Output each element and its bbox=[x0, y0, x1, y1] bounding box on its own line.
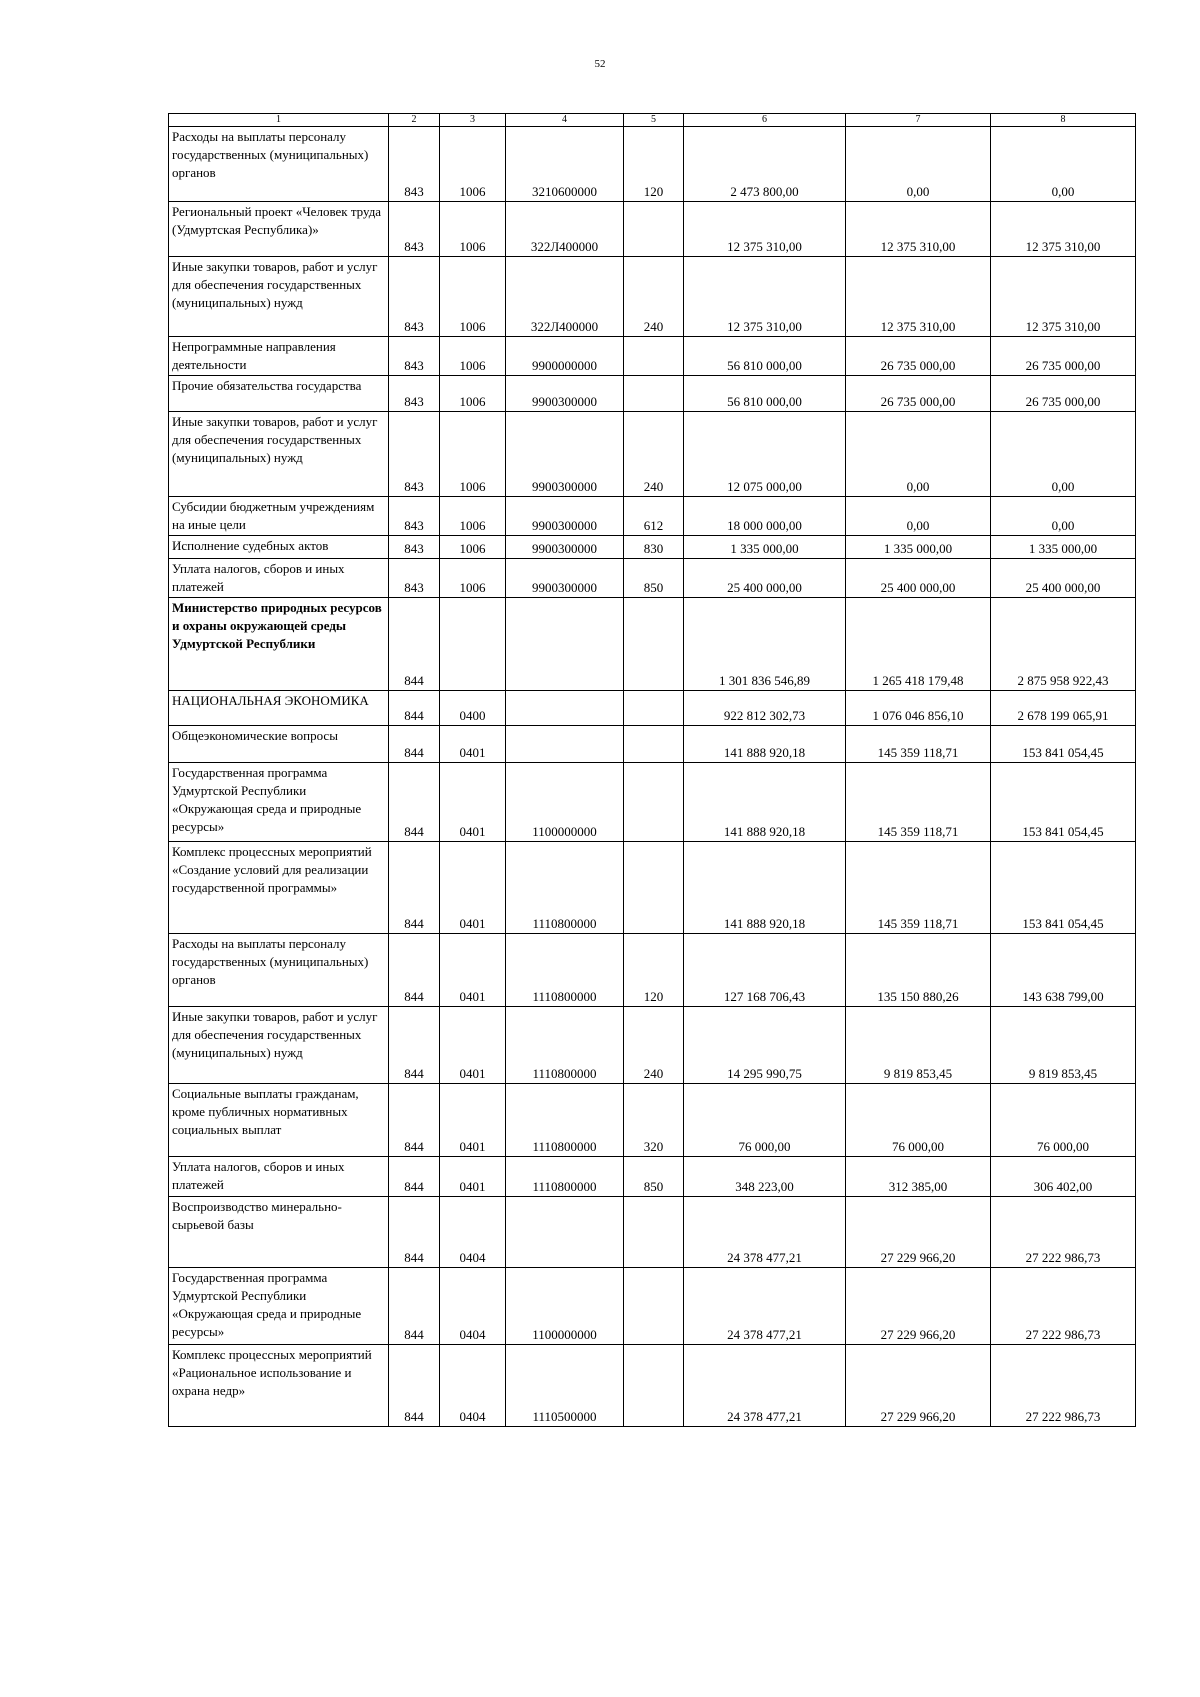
section-code-cell: 1006 bbox=[440, 536, 506, 559]
amount-col-8-cell: 9 819 853,45 bbox=[991, 1007, 1136, 1084]
row-name-cell: Государственная программа Удмуртской Республики «Окружающая среда и природные ресурсы» bbox=[169, 1268, 389, 1345]
section-code-cell: 0401 bbox=[440, 726, 506, 763]
amount-col-8-cell: 12 375 310,00 bbox=[991, 202, 1136, 257]
admin-code-cell: 844 bbox=[389, 1084, 440, 1157]
row-name-cell: Прочие обязательства государства bbox=[169, 376, 389, 412]
amount-col-8-cell: 27 222 986,73 bbox=[991, 1345, 1136, 1427]
amount-col-8-cell: 27 222 986,73 bbox=[991, 1268, 1136, 1345]
amount-col-6-cell: 56 810 000,00 bbox=[684, 337, 846, 376]
row-name-cell: Социальные выплаты гражданам, кроме публичных нормативных социальных выплат bbox=[169, 1084, 389, 1157]
amount-col-7-cell: 27 229 966,20 bbox=[846, 1345, 991, 1427]
admin-code-cell: 843 bbox=[389, 412, 440, 497]
table-body bbox=[169, 127, 1136, 1427]
expense-type-cell bbox=[624, 1268, 684, 1345]
section-code-cell: 1006 bbox=[440, 127, 506, 202]
amount-col-6-cell: 24 378 477,21 bbox=[684, 1268, 846, 1345]
amount-col-7-cell: 9 819 853,45 bbox=[846, 1007, 991, 1084]
target-article-cell: 9900300000 bbox=[506, 536, 624, 559]
amount-col-7-cell: 145 359 118,71 bbox=[846, 763, 991, 842]
target-article-cell bbox=[506, 691, 624, 726]
section-code-cell: 0401 bbox=[440, 1157, 506, 1197]
amount-col-8-cell: 306 402,00 bbox=[991, 1157, 1136, 1197]
admin-code-cell: 844 bbox=[389, 598, 440, 691]
admin-code-cell: 843 bbox=[389, 257, 440, 337]
amount-col-8-cell: 0,00 bbox=[991, 497, 1136, 536]
amount-col-8-cell: 153 841 054,45 bbox=[991, 842, 1136, 934]
admin-code-cell: 843 bbox=[389, 202, 440, 257]
admin-code-cell: 844 bbox=[389, 1345, 440, 1427]
amount-col-7-cell: 27 229 966,20 bbox=[846, 1197, 991, 1268]
expense-type-cell: 240 bbox=[624, 257, 684, 337]
expense-type-cell: 830 bbox=[624, 536, 684, 559]
amount-col-7-cell: 135 150 880,26 bbox=[846, 934, 991, 1007]
expense-type-cell bbox=[624, 691, 684, 726]
row-name-cell: Субсидии бюджетным учреждениям на иные цели bbox=[169, 497, 389, 536]
amount-col-8-cell: 2 875 958 922,43 bbox=[991, 598, 1136, 691]
budget-table bbox=[168, 113, 1136, 1427]
admin-code-cell: 844 bbox=[389, 1007, 440, 1084]
amount-col-7-cell: 12 375 310,00 bbox=[846, 202, 991, 257]
expense-type-cell: 612 bbox=[624, 497, 684, 536]
amount-col-6-cell: 922 812 302,73 bbox=[684, 691, 846, 726]
amount-col-6-cell: 12 075 000,00 bbox=[684, 412, 846, 497]
row-name-cell: Уплата налогов, сборов и иных платежей bbox=[169, 559, 389, 598]
target-article-cell: 1100000000 bbox=[506, 763, 624, 842]
table-row bbox=[169, 559, 1136, 598]
table-row bbox=[169, 1197, 1136, 1268]
expense-type-cell: 120 bbox=[624, 127, 684, 202]
section-code-cell: 1006 bbox=[440, 257, 506, 337]
section-code-cell: 0401 bbox=[440, 1007, 506, 1084]
admin-code-cell: 844 bbox=[389, 842, 440, 934]
amount-col-6-cell: 76 000,00 bbox=[684, 1084, 846, 1157]
table-row bbox=[169, 257, 1136, 337]
amount-col-7-cell: 27 229 966,20 bbox=[846, 1268, 991, 1345]
amount-col-6-cell: 141 888 920,18 bbox=[684, 726, 846, 763]
row-name-cell: Комплекс процессных мероприятий «Рациональное использование и охрана недр» bbox=[169, 1345, 389, 1427]
amount-col-7-cell: 26 735 000,00 bbox=[846, 337, 991, 376]
amount-col-6-cell: 127 168 706,43 bbox=[684, 934, 846, 1007]
amount-col-6-cell: 24 378 477,21 bbox=[684, 1197, 846, 1268]
admin-code-cell: 844 bbox=[389, 1157, 440, 1197]
admin-code-cell: 843 bbox=[389, 497, 440, 536]
amount-col-7-cell: 145 359 118,71 bbox=[846, 726, 991, 763]
section-code-cell: 1006 bbox=[440, 337, 506, 376]
table-row bbox=[169, 934, 1136, 1007]
amount-col-8-cell: 25 400 000,00 bbox=[991, 559, 1136, 598]
target-article-cell: 1110800000 bbox=[506, 1084, 624, 1157]
admin-code-cell: 843 bbox=[389, 376, 440, 412]
table-row bbox=[169, 842, 1136, 934]
target-article-cell: 1100000000 bbox=[506, 1268, 624, 1345]
column-header: 2 bbox=[389, 114, 440, 127]
section-code-cell: 0401 bbox=[440, 1084, 506, 1157]
amount-col-8-cell: 27 222 986,73 bbox=[991, 1197, 1136, 1268]
target-article-cell: 9900300000 bbox=[506, 412, 624, 497]
target-article-cell: 322Л400000 bbox=[506, 257, 624, 337]
column-header: 4 bbox=[506, 114, 624, 127]
amount-col-8-cell: 153 841 054,45 bbox=[991, 726, 1136, 763]
expense-type-cell: 320 bbox=[624, 1084, 684, 1157]
table-row bbox=[169, 1345, 1136, 1427]
target-article-cell bbox=[506, 598, 624, 691]
column-header: 7 bbox=[846, 114, 991, 127]
amount-col-6-cell: 18 000 000,00 bbox=[684, 497, 846, 536]
target-article-cell: 322Л400000 bbox=[506, 202, 624, 257]
amount-col-6-cell: 25 400 000,00 bbox=[684, 559, 846, 598]
target-article-cell: 9900300000 bbox=[506, 497, 624, 536]
expense-type-cell bbox=[624, 202, 684, 257]
admin-code-cell: 844 bbox=[389, 763, 440, 842]
amount-col-8-cell: 76 000,00 bbox=[991, 1084, 1136, 1157]
admin-code-cell: 843 bbox=[389, 127, 440, 202]
admin-code-cell: 844 bbox=[389, 726, 440, 763]
admin-code-cell: 844 bbox=[389, 691, 440, 726]
section-code-cell: 1006 bbox=[440, 376, 506, 412]
row-name-cell: Расходы на выплаты персоналу государственных (муниципальных) органов bbox=[169, 934, 389, 1007]
amount-col-7-cell: 145 359 118,71 bbox=[846, 842, 991, 934]
column-header: 8 bbox=[991, 114, 1136, 127]
target-article-cell: 1110800000 bbox=[506, 1157, 624, 1197]
amount-col-6-cell: 12 375 310,00 bbox=[684, 202, 846, 257]
row-name-cell: Комплекс процессных мероприятий «Создание условий для реализации государственной программы» bbox=[169, 842, 389, 934]
row-name-cell: Непрограммные направления деятельности bbox=[169, 337, 389, 376]
amount-col-8-cell: 26 735 000,00 bbox=[991, 376, 1136, 412]
expense-type-cell bbox=[624, 376, 684, 412]
target-article-cell bbox=[506, 1197, 624, 1268]
column-header: 1 bbox=[169, 114, 389, 127]
expense-type-cell bbox=[624, 763, 684, 842]
expense-type-cell: 850 bbox=[624, 559, 684, 598]
header-row bbox=[169, 114, 1136, 127]
target-article-cell: 9900300000 bbox=[506, 559, 624, 598]
table-row bbox=[169, 598, 1136, 691]
amount-col-6-cell: 1 335 000,00 bbox=[684, 536, 846, 559]
table-row bbox=[169, 1157, 1136, 1197]
amount-col-7-cell: 26 735 000,00 bbox=[846, 376, 991, 412]
amount-col-8-cell: 0,00 bbox=[991, 127, 1136, 202]
row-name-cell: Государственная программа Удмуртской Республики «Окружающая среда и природные ресурсы» bbox=[169, 763, 389, 842]
amount-col-7-cell: 25 400 000,00 bbox=[846, 559, 991, 598]
table-row bbox=[169, 202, 1136, 257]
table-row bbox=[169, 726, 1136, 763]
amount-col-8-cell: 12 375 310,00 bbox=[991, 257, 1136, 337]
admin-code-cell: 844 bbox=[389, 934, 440, 1007]
section-code-cell: 0400 bbox=[440, 691, 506, 726]
amount-col-6-cell: 348 223,00 bbox=[684, 1157, 846, 1197]
expense-type-cell: 850 bbox=[624, 1157, 684, 1197]
table-row bbox=[169, 1007, 1136, 1084]
table-row bbox=[169, 1268, 1136, 1345]
expense-type-cell bbox=[624, 726, 684, 763]
row-name-cell: Региональный проект «Человек труда (Удмуртская Республика)» bbox=[169, 202, 389, 257]
target-article-cell: 9900300000 bbox=[506, 376, 624, 412]
target-article-cell: 1110800000 bbox=[506, 842, 624, 934]
row-name-cell: Общеэкономические вопросы bbox=[169, 726, 389, 763]
amount-col-6-cell: 12 375 310,00 bbox=[684, 257, 846, 337]
amount-col-7-cell: 12 375 310,00 bbox=[846, 257, 991, 337]
amount-col-8-cell: 1 335 000,00 bbox=[991, 536, 1136, 559]
amount-col-7-cell: 1 265 418 179,48 bbox=[846, 598, 991, 691]
amount-col-7-cell: 1 076 046 856,10 bbox=[846, 691, 991, 726]
expense-type-cell bbox=[624, 1197, 684, 1268]
table-row bbox=[169, 376, 1136, 412]
amount-col-6-cell: 141 888 920,18 bbox=[684, 763, 846, 842]
column-header: 6 bbox=[684, 114, 846, 127]
admin-code-cell: 844 bbox=[389, 1197, 440, 1268]
section-code-cell: 0401 bbox=[440, 763, 506, 842]
section-code-cell: 1006 bbox=[440, 202, 506, 257]
target-article-cell: 1110800000 bbox=[506, 1007, 624, 1084]
table-row bbox=[169, 497, 1136, 536]
table-row bbox=[169, 691, 1136, 726]
section-code-cell: 1006 bbox=[440, 559, 506, 598]
admin-code-cell: 843 bbox=[389, 559, 440, 598]
row-name-cell: Воспроизводство минерально-сырьевой базы bbox=[169, 1197, 389, 1268]
section-code-cell: 0404 bbox=[440, 1268, 506, 1345]
table-row bbox=[169, 536, 1136, 559]
expense-type-cell bbox=[624, 842, 684, 934]
amount-col-7-cell: 0,00 bbox=[846, 127, 991, 202]
table-row bbox=[169, 763, 1136, 842]
amount-col-6-cell: 141 888 920,18 bbox=[684, 842, 846, 934]
target-article-cell: 1110500000 bbox=[506, 1345, 624, 1427]
row-name-cell: Иные закупки товаров, работ и услуг для обеспечения государственных (муниципальных) нужд bbox=[169, 1007, 389, 1084]
expense-type-cell bbox=[624, 337, 684, 376]
amount-col-7-cell: 1 335 000,00 bbox=[846, 536, 991, 559]
row-name-cell: Иные закупки товаров, работ и услуг для обеспечения государственных (муниципальных) нужд bbox=[169, 257, 389, 337]
amount-col-8-cell: 2 678 199 065,91 bbox=[991, 691, 1136, 726]
row-name-cell: Министерство природных ресурсов и охраны окружающей среды Удмуртской Республики bbox=[169, 598, 389, 691]
expense-type-cell: 120 bbox=[624, 934, 684, 1007]
section-code-cell: 0404 bbox=[440, 1197, 506, 1268]
amount-col-8-cell: 153 841 054,45 bbox=[991, 763, 1136, 842]
expense-type-cell: 240 bbox=[624, 412, 684, 497]
expense-type-cell: 240 bbox=[624, 1007, 684, 1084]
row-name-cell: Исполнение судебных актов bbox=[169, 536, 389, 559]
amount-col-6-cell: 2 473 800,00 bbox=[684, 127, 846, 202]
amount-col-6-cell: 56 810 000,00 bbox=[684, 376, 846, 412]
amount-col-7-cell: 76 000,00 bbox=[846, 1084, 991, 1157]
amount-col-7-cell: 0,00 bbox=[846, 497, 991, 536]
column-header: 3 bbox=[440, 114, 506, 127]
amount-col-8-cell: 0,00 bbox=[991, 412, 1136, 497]
admin-code-cell: 844 bbox=[389, 1268, 440, 1345]
table-row bbox=[169, 337, 1136, 376]
amount-col-6-cell: 1 301 836 546,89 bbox=[684, 598, 846, 691]
table-row bbox=[169, 412, 1136, 497]
target-article-cell: 9900000000 bbox=[506, 337, 624, 376]
table-row bbox=[169, 1084, 1136, 1157]
amount-col-8-cell: 26 735 000,00 bbox=[991, 337, 1136, 376]
row-name-cell: Расходы на выплаты персоналу государственных (муниципальных) органов bbox=[169, 127, 389, 202]
column-header: 5 bbox=[624, 114, 684, 127]
amount-col-8-cell: 143 638 799,00 bbox=[991, 934, 1136, 1007]
row-name-cell: Иные закупки товаров, работ и услуг для обеспечения государственных (муниципальных) нужд bbox=[169, 412, 389, 497]
section-code-cell: 0401 bbox=[440, 934, 506, 1007]
expense-type-cell bbox=[624, 598, 684, 691]
target-article-cell: 3210600000 bbox=[506, 127, 624, 202]
amount-col-7-cell: 0,00 bbox=[846, 412, 991, 497]
target-article-cell: 1110800000 bbox=[506, 934, 624, 1007]
row-name-cell: Уплата налогов, сборов и иных платежей bbox=[169, 1157, 389, 1197]
row-name-cell: НАЦИОНАЛЬНАЯ ЭКОНОМИКА bbox=[169, 691, 389, 726]
admin-code-cell: 843 bbox=[389, 337, 440, 376]
section-code-cell: 0404 bbox=[440, 1345, 506, 1427]
table-row bbox=[169, 127, 1136, 202]
page-number: 52 bbox=[594, 58, 606, 70]
section-code-cell: 1006 bbox=[440, 412, 506, 497]
expense-type-cell bbox=[624, 1345, 684, 1427]
amount-col-7-cell: 312 385,00 bbox=[846, 1157, 991, 1197]
admin-code-cell: 843 bbox=[389, 536, 440, 559]
amount-col-6-cell: 24 378 477,21 bbox=[684, 1345, 846, 1427]
section-code-cell bbox=[440, 598, 506, 691]
section-code-cell: 0401 bbox=[440, 842, 506, 934]
section-code-cell: 1006 bbox=[440, 497, 506, 536]
amount-col-6-cell: 14 295 990,75 bbox=[684, 1007, 846, 1084]
target-article-cell bbox=[506, 726, 624, 763]
